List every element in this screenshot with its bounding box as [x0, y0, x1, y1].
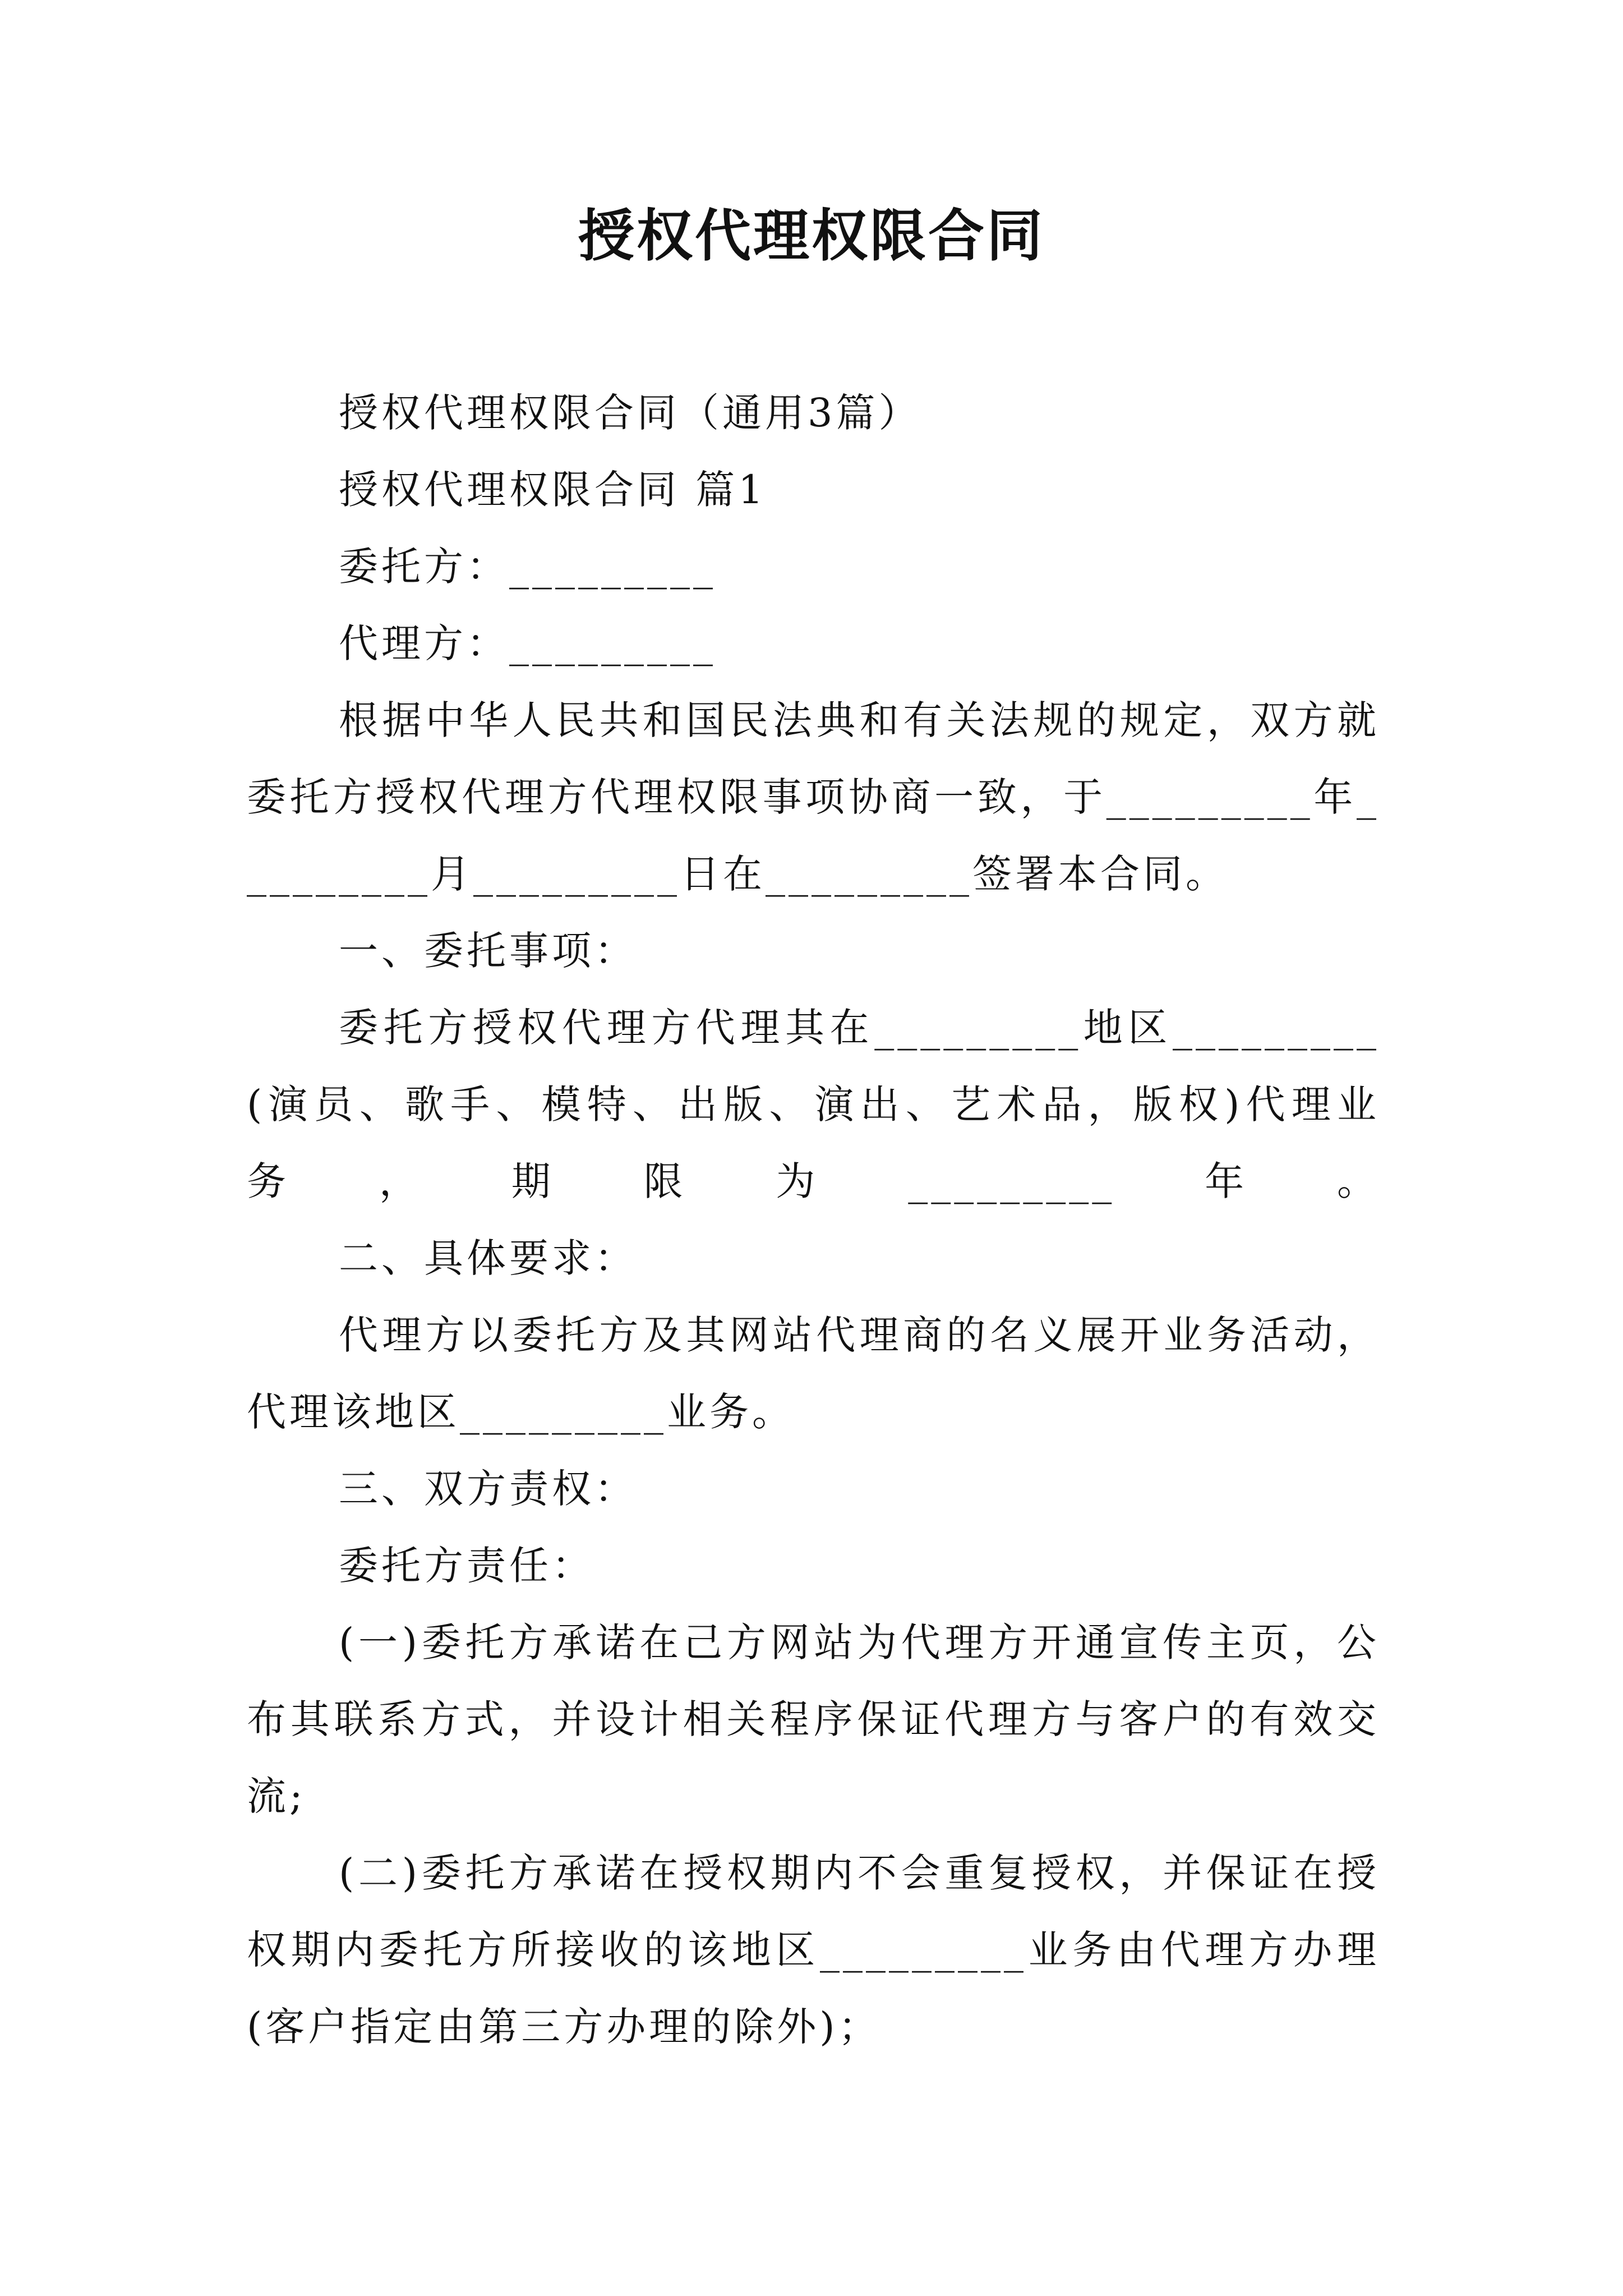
paragraph-section-heading: 授权代理权限合同 篇1 [339, 467, 767, 513]
paragraph-clause-1-heading: 一、委托事项： [339, 928, 637, 974]
paragraph-clause-2-body: 代理方以委托方及其网站代理商的名义展开业务活动，代理该地区_________业务。 [247, 1312, 1380, 1435]
document-title: 授权代理权限合同 [578, 203, 1045, 269]
paragraph-clause-1-body: 委托方授权代理方代理其在_________地区_________(演员、歌手、模特、出版、演出、艺术品，版权)代理业务，期限为_________年。 [247, 1005, 1380, 1204]
paragraph-principal: 委托方：_________ [339, 544, 716, 590]
paragraph-subtitle: 授权代理权限合同（通用3篇） [339, 390, 921, 436]
paragraph-preamble: 根据中华人民共和国民法典和有关法规的规定，双方就委托方授权代理方代理权限事项协商一致，于_________年_________月_________日在_________签署本合同。 [247, 697, 1380, 897]
paragraph-principal-duties-heading: 委托方责任： [339, 1543, 594, 1589]
paragraph-clause-3-heading: 三、双方责权： [339, 1466, 637, 1512]
paragraph-duty-2: (二)委托方承诺在授权期内不会重复授权，并保证在授权期内委托方所接收的该地区_________业务由代理方办理(客户指定由第三方办理的除外)； [247, 1850, 1380, 2050]
paragraph-agent: 代理方：_________ [339, 620, 716, 666]
paragraph-duty-1: (一)委托方承诺在己方网站为代理方开通宣传主页，公布其联系方式，并设计相关程序保证代理方与客户的有效交流; [247, 1619, 1380, 1819]
paragraph-clause-2-heading: 二、具体要求： [339, 1235, 637, 1281]
document-body [247, 375, 1380, 2065]
